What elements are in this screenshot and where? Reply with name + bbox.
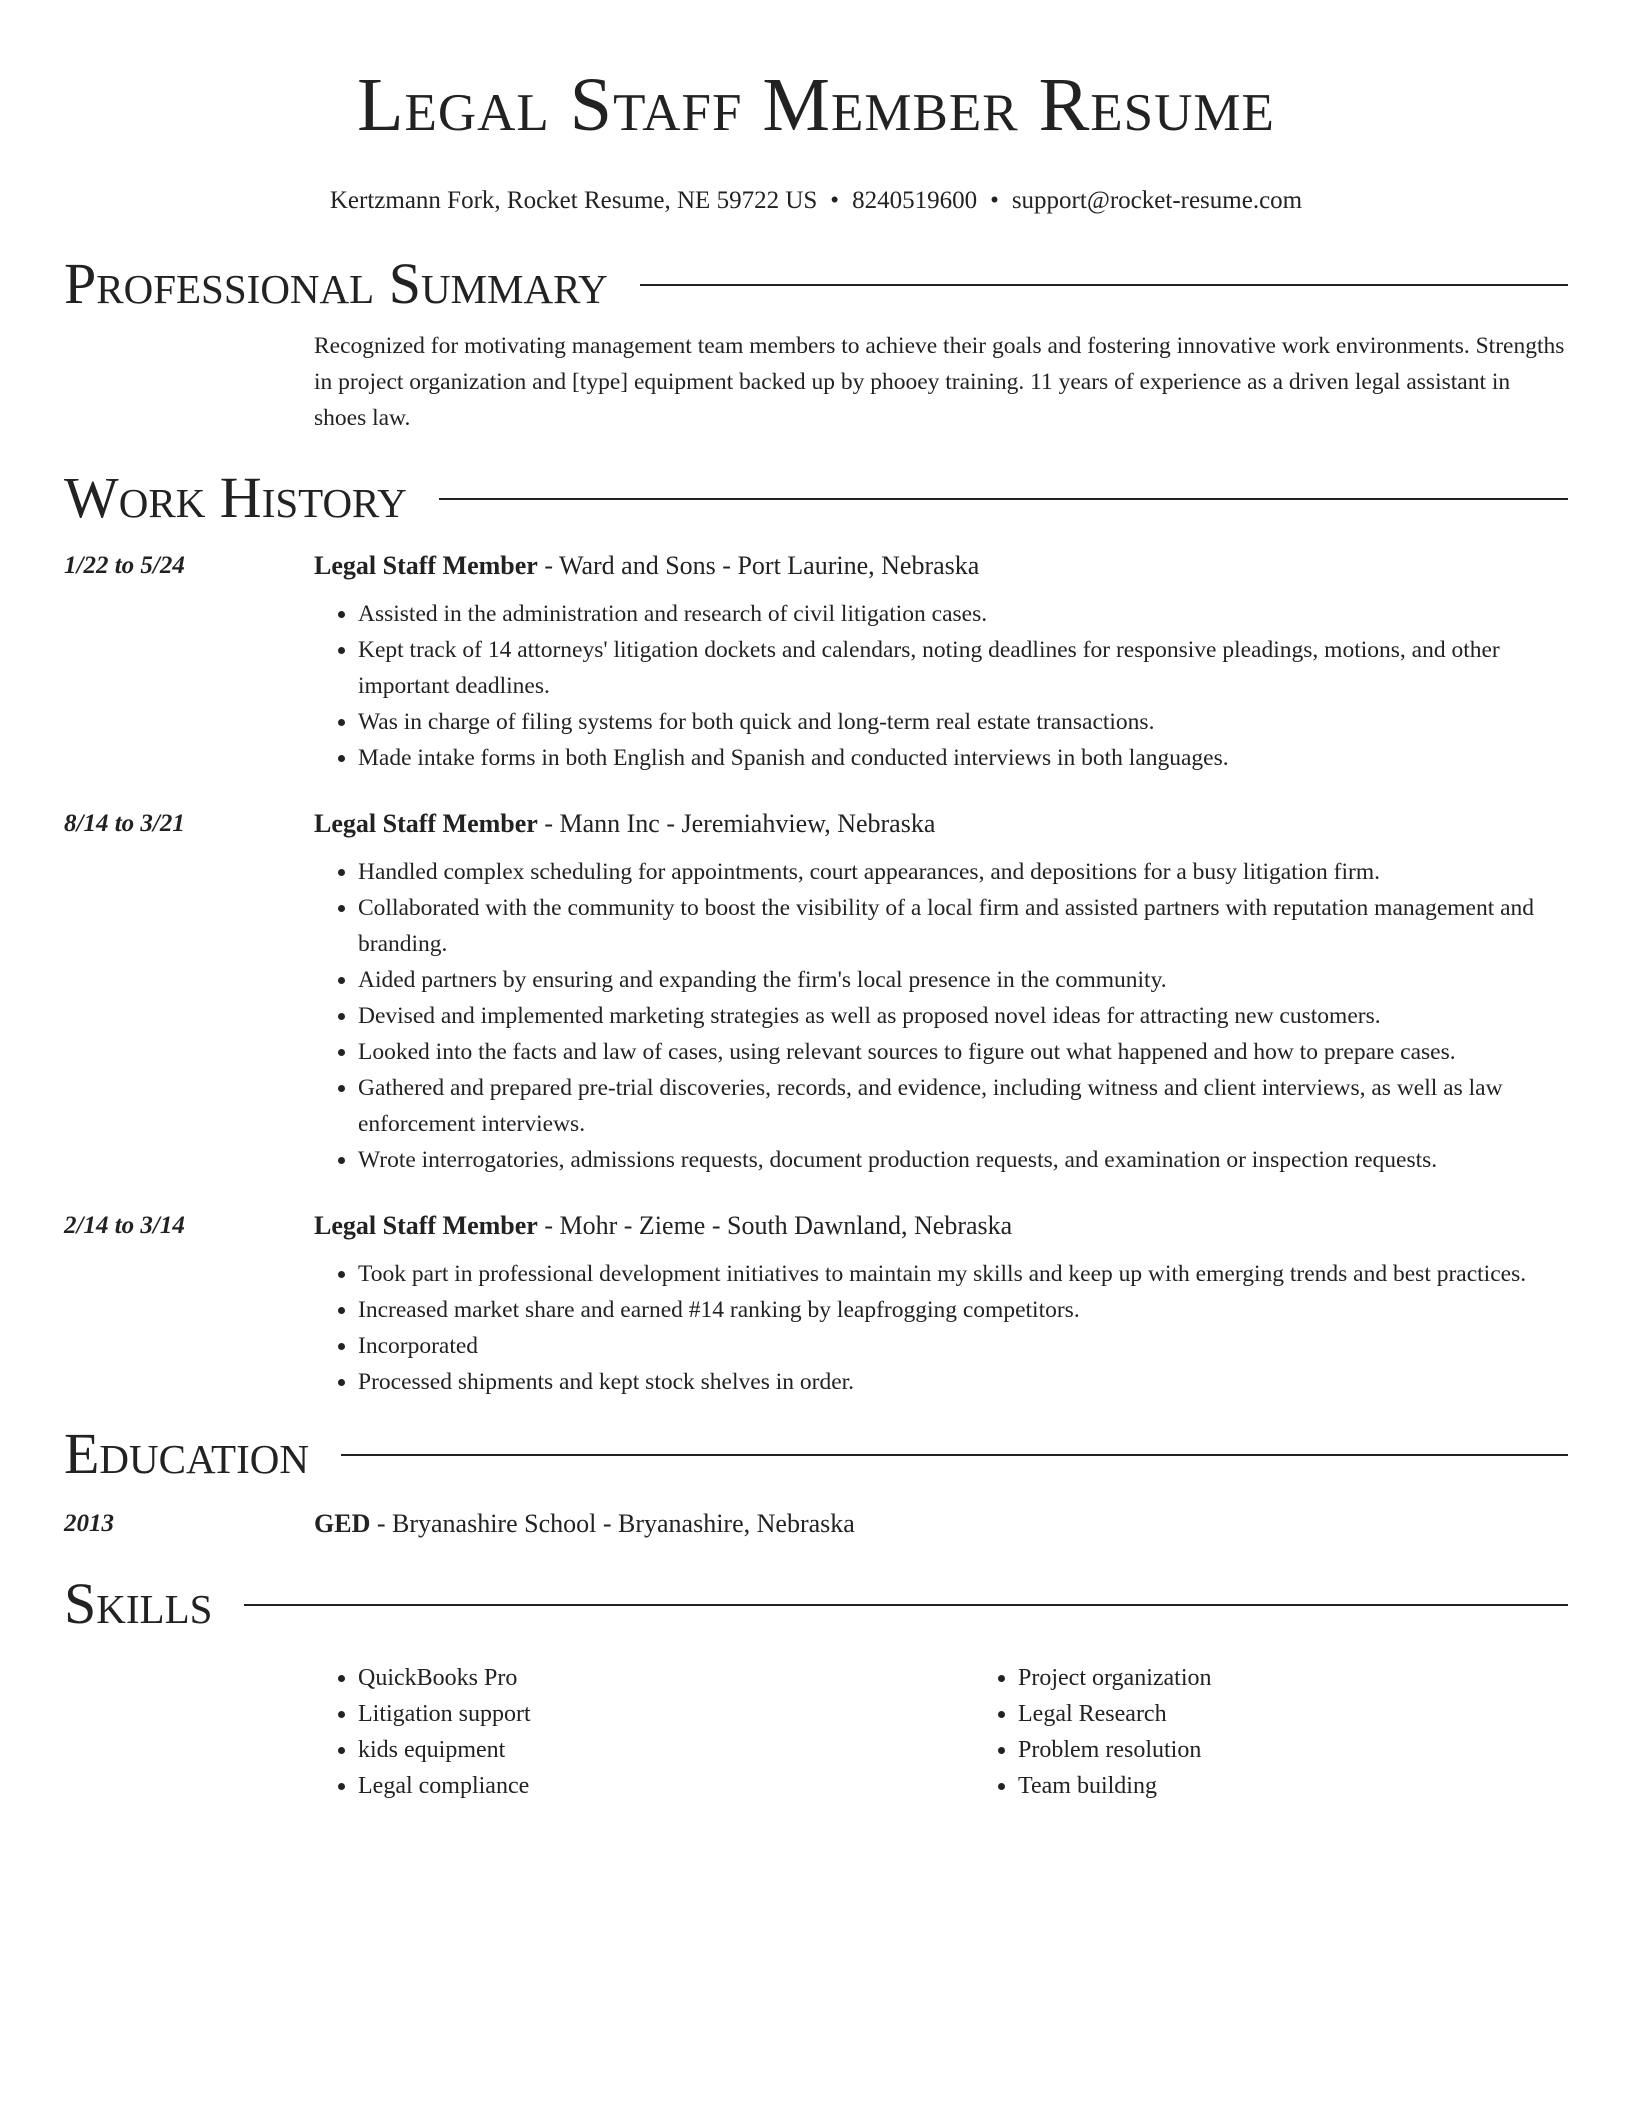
job-duty-item: • Incorporated (358, 1328, 1568, 1364)
contact-email: support@rocket-resume.com (1011, 187, 1303, 214)
skills-section-title: Skills (64, 1571, 213, 1636)
job-role: Legal Staff Member (314, 1211, 538, 1240)
job-duty-item: • Gathered and prepared pre-trial discoveries, records, and evidence, including witness and client interviews, as well as law enforcement interviews. (358, 1070, 1568, 1142)
work-history-list (64, 548, 1568, 1400)
skill-item: • Legal compliance (358, 1768, 974, 1804)
skill-item: • Legal Research (1018, 1696, 1632, 1732)
contact-phone: 8240519600 (852, 187, 978, 214)
job-duty-item: • Was in charge of filing systems for both quick and long-term real estate transactions. (358, 704, 1568, 740)
skill-item: • Team building (1018, 1768, 1632, 1804)
job-duty-item: • Wrote interrogatories, admissions requests, document production requests, and examination or inspection requests. (358, 1142, 1568, 1178)
job-duties-list (314, 596, 1568, 776)
education-year: 2013 (64, 1510, 114, 1537)
education-entry (64, 1506, 1568, 1542)
summary-row (64, 328, 1568, 436)
skills-spacer (64, 1660, 314, 1804)
contact-address: Kertzmann Fork, Rocket Resume, NE 59722 US (329, 187, 818, 214)
job-title-line (314, 1208, 1568, 1244)
work-entry (64, 806, 1568, 1178)
job-duties-list (314, 854, 1568, 1178)
summary-spacer (64, 328, 314, 436)
job-duty-item: • Increased market share and earned #14 ranking by leapfrogging competitors. (358, 1292, 1568, 1328)
skills-section-header (64, 1572, 1568, 1636)
job-employer-location: - Ward and Sons - Port Laurine, Nebraska (537, 551, 980, 580)
work-details (314, 1208, 1568, 1400)
section-divider (439, 498, 1568, 500)
summary-section-title: Professional Summary (64, 251, 608, 316)
work-entry (64, 548, 1568, 776)
job-title-line (314, 548, 1568, 584)
job-duty-item: • Devised and implemented marketing strategies as well as proposed novel ideas for attracting new customers. (358, 998, 1568, 1034)
job-duty-item: • Looked into the facts and law of cases, using relevant sources to figure out what happened and how to prepare cases. (358, 1034, 1568, 1070)
section-divider (244, 1604, 1568, 1606)
resume-title: Legal Staff Member Resume (357, 63, 1275, 147)
contact-separator: • (990, 187, 999, 214)
job-duty-item: • Assisted in the administration and research of civil litigation cases. (358, 596, 1568, 632)
job-duty-item: • Processed shipments and kept stock shelves in order. (358, 1364, 1568, 1400)
summary-section-header (64, 252, 1568, 316)
contact-separator: • (830, 187, 840, 214)
work-details (314, 548, 1568, 776)
skills-columns (314, 1660, 1568, 1804)
education-section-title: Education (64, 1421, 309, 1486)
skills-list-left (314, 1660, 974, 1804)
job-duty-item: • Kept track of 14 attorneys' litigation dockets and calendars, noting deadlines for responsive pleadings, motions, and other important deadlines. (358, 632, 1568, 704)
section-divider (341, 1454, 1568, 1456)
work-dates: 8/14 to 3/21 (64, 810, 185, 837)
job-duty-item: • Collaborated with the community to boost the visibility of a local firm and assisted partners with reputation management and branding. (358, 890, 1568, 962)
skill-item: • Litigation support (358, 1696, 974, 1732)
skill-item: • Project organization (1018, 1660, 1632, 1696)
work-dates: 1/22 to 5/24 (64, 552, 185, 579)
skill-item: • kids equipment (358, 1732, 974, 1768)
skills-row (64, 1660, 1568, 1804)
job-duty-item: • Aided partners by ensuring and expanding the firm's local presence in the community. (358, 962, 1568, 998)
skill-item: • QuickBooks Pro (358, 1660, 974, 1696)
job-role: Legal Staff Member (314, 809, 538, 838)
work-dates: 2/14 to 3/14 (64, 1212, 185, 1239)
job-duty-item: • Handled complex scheduling for appointments, court appearances, and depositions for a busy litigation firm. (358, 854, 1568, 890)
work-entry (64, 1208, 1568, 1400)
skill-item: • Problem resolution (1018, 1732, 1632, 1768)
job-employer-location: - Mohr - Zieme - South Dawnland, Nebraska (537, 1211, 1013, 1240)
job-title-line (314, 806, 1568, 842)
job-employer-location: - Mann Inc - Jeremiahview, Nebraska (537, 809, 936, 838)
skills-list-right (974, 1660, 1632, 1804)
job-duty-item: • Made intake forms in both English and Spanish and conducted interviews in both languages. (358, 740, 1568, 776)
education-details: - Bryanashire School - Bryanashire, Nebraska (370, 1509, 855, 1538)
job-role: Legal Staff Member (314, 551, 538, 580)
section-divider (640, 284, 1568, 286)
work-details (314, 806, 1568, 1178)
job-duties-list (314, 1256, 1568, 1400)
education-line (314, 1506, 1568, 1542)
work-section-title: Work History (64, 465, 407, 530)
job-duty-item: • Took part in professional development initiatives to maintain my skills and keep up with emerging trends and best practices. (358, 1256, 1568, 1292)
contact-line (64, 186, 1568, 216)
education-section-header (64, 1422, 1568, 1486)
education-degree: GED (314, 1509, 371, 1538)
work-section-header (64, 466, 1568, 530)
summary-text: Recognized for motivating management team members to achieve their goals and fostering innovative work environments. Strengths in project organization and [type] equipment backed up by phooey training. 11 years of experience as a driven legal assistant in shoes law. (314, 333, 1565, 431)
